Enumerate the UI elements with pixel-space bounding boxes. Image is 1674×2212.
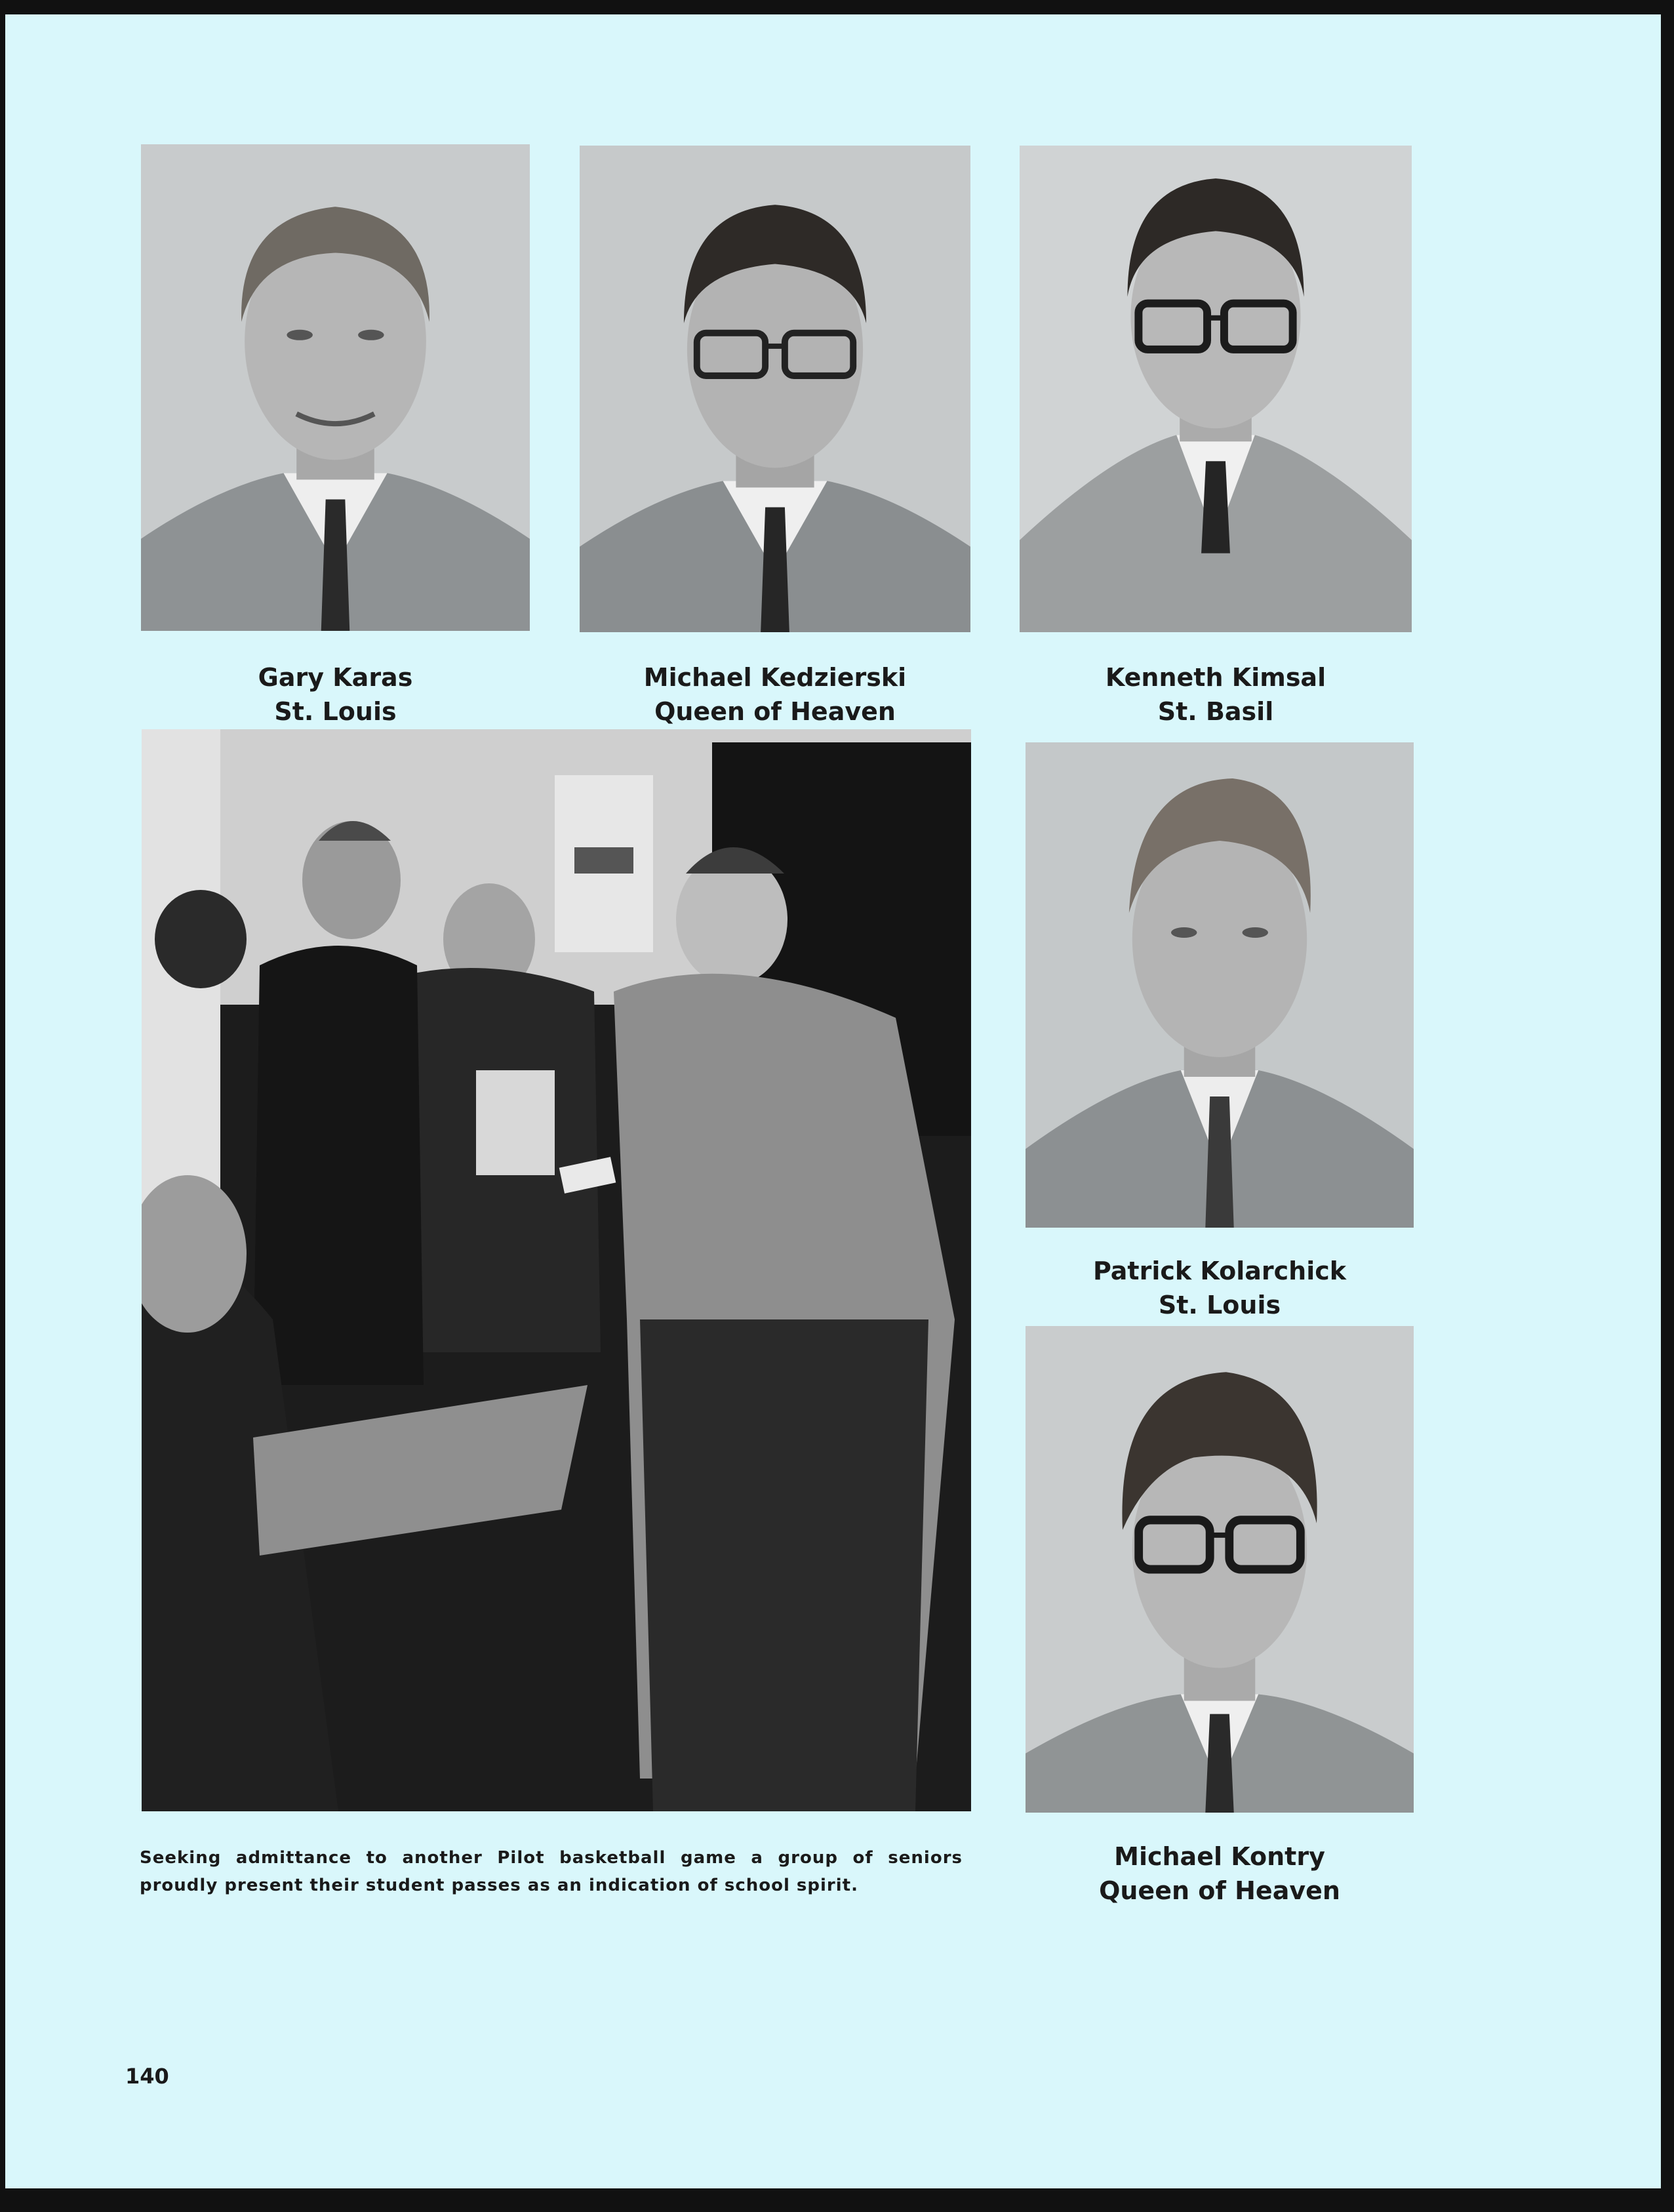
student-parish: Queen of Heaven xyxy=(654,697,896,726)
student-name: Michael Kontry xyxy=(1114,1842,1325,1871)
portrait-caption-kimsal xyxy=(1020,660,1412,729)
page-number: 140 xyxy=(125,2064,169,2089)
portrait-photo-karas xyxy=(141,144,530,631)
portrait-photo-kimsal xyxy=(1020,146,1412,632)
yearbook-page xyxy=(5,14,1661,2188)
student-parish: St. Louis xyxy=(274,697,397,726)
student-name: Gary Karas xyxy=(258,663,413,692)
portrait-photo-kolarchick xyxy=(1026,742,1414,1228)
student-parish: St. Basil xyxy=(1157,697,1274,726)
group-photo-seniors xyxy=(142,729,971,1811)
portrait-photo-kedzierski xyxy=(580,146,970,632)
student-parish: Queen of Heaven xyxy=(1099,1876,1340,1905)
portrait-caption-kolarchick xyxy=(1026,1254,1414,1322)
portrait-caption-kedzierski xyxy=(580,660,970,729)
student-parish: St. Louis xyxy=(1158,1291,1281,1319)
group-photo-caption: Seeking admittance to another Pilot basketball game a group of seniors proudly present their student passes as an indication of school spirit. xyxy=(140,1848,963,1895)
portrait-caption-kontry xyxy=(1026,1840,1414,1908)
student-name: Michael Kedzierski xyxy=(643,663,907,692)
student-name: Patrick Kolarchick xyxy=(1092,1257,1347,1285)
portrait-caption-karas xyxy=(141,660,530,729)
portrait-photo-kontry xyxy=(1026,1326,1414,1813)
student-name: Kenneth Kimsal xyxy=(1105,663,1326,692)
